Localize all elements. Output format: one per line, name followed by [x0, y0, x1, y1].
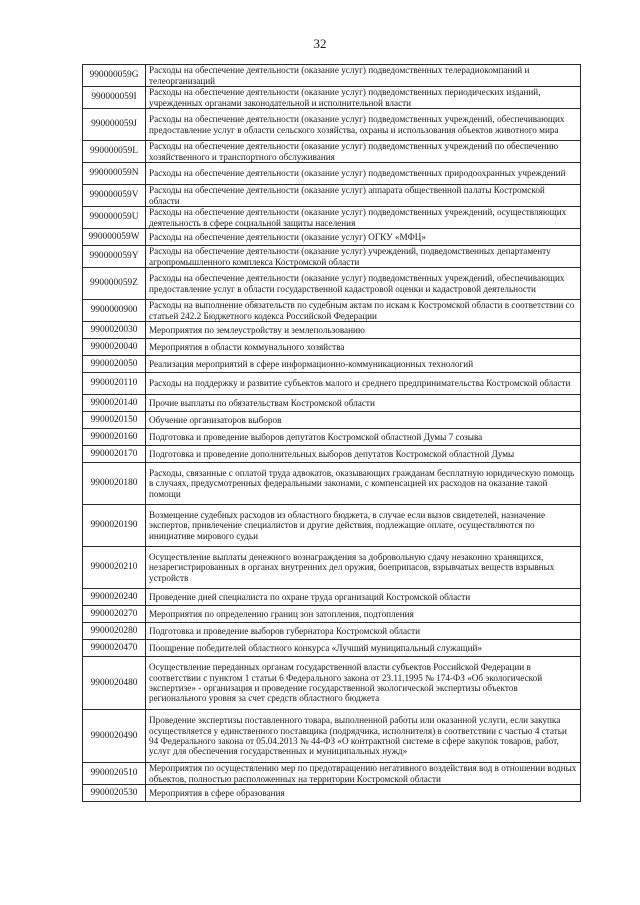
table-row [83, 246, 581, 268]
table-row [83, 710, 581, 763]
code-cell: 9900020190 [83, 505, 146, 547]
code-cell: 990000059G [83, 65, 146, 87]
table-row [83, 429, 581, 446]
description-cell: Осуществление выплаты денежного вознаграждения за добровольную сдачу незаконно хранящихся, незарегистрированных в органах внутренних дел оружия, боеприпасов, взрывчатых веществ взрывных устройств [146, 547, 581, 589]
table-row [83, 141, 581, 163]
description-cell: Подготовка и проведение выборов депутатов Костромской областной Думы 7 созыва [146, 429, 581, 446]
code-cell: 990000059U [83, 207, 146, 229]
table-row [83, 109, 581, 141]
description-cell: Реализация мероприятий в сфере информационно-коммуникационных технологий [146, 356, 581, 373]
table-row [83, 463, 581, 505]
description-cell: Проведение экспертизы поставленного товара, выполненной работы или оказанной услуги, если закупка осуществляется у единственного поставщика (подрядчика, исполнителя) в соответствии с частью 4 статьи 94 Федерального закона от 05.04.2013 № 44-ФЗ «О контрактной системе в сфере закупок товаров, работ, услуг для обеспечения государственных и муниципальных нужд» [146, 710, 581, 763]
description-cell: Мероприятия по осуществлению мер по предотвращению негативного воздействия вод в отношении водных объектов, полностью расположенных на территории Костромской области [146, 763, 581, 785]
description-cell: Мероприятия по определению границ зон затопления, подтопления [146, 606, 581, 623]
description-cell: Расходы на выполнение обязательств по судебным актам по искам к Костромской области в соответствии со статьей 242.2 Бюджетного кодекса Российской Федерации [146, 300, 581, 322]
table-row [83, 87, 581, 109]
description-cell: Подготовка и проведение дополнительных выборов депутатов Костромской областной Думы [146, 446, 581, 463]
description-cell: Расходы на обеспечение деятельности (оказание услуг) ОГКУ «МФЦ» [146, 229, 581, 246]
code-cell: 9900020170 [83, 446, 146, 463]
table-row [83, 229, 581, 246]
description-cell: Мероприятия в области коммунального хозяйства [146, 339, 581, 356]
table-row [83, 657, 581, 710]
table-row [83, 446, 581, 463]
description-cell: Обучение организаторов выборов [146, 412, 581, 429]
code-cell: 990000059L [83, 141, 146, 163]
code-cell: 9900020240 [83, 589, 146, 606]
page-number: 32 [313, 36, 327, 51]
code-cell: 9900020510 [83, 763, 146, 785]
code-cell: 990000059V [83, 185, 146, 207]
code-cell: 990000059W [83, 229, 146, 246]
description-cell: Мероприятия по землеустройству и землепользованию [146, 322, 581, 339]
description-cell: Поощрение победителей областного конкурса «Лучший муниципальный служащий» [146, 640, 581, 657]
table-row [83, 547, 581, 589]
table-row [83, 300, 581, 322]
description-cell: Расходы на поддержку и развитие субъектов малого и среднего предпринимательства Костромской области [146, 373, 581, 395]
description-cell: Расходы на обеспечение деятельности (оказание услуг) подведомственных учреждений, осуществляющих деятельность в сфере социальной защиты населения [146, 207, 581, 229]
description-cell: Проведение дней специалиста по охране труда организаций Костромской области [146, 589, 581, 606]
code-cell: 990000059Y [83, 246, 146, 268]
description-cell: Возмещение судебных расходов из областного бюджета, в случае если вызов свидетелей, назначение экспертов, привлечение специалистов и другие действия, подлежащие оплате, осуществляются по инициативе мирового судьи [146, 505, 581, 547]
code-cell: 9900020180 [83, 463, 146, 505]
code-cell: 9900020530 [83, 785, 146, 802]
code-cell: 9900020270 [83, 606, 146, 623]
code-cell: 9900020040 [83, 339, 146, 356]
table-row [83, 65, 581, 87]
code-cell: 9900020050 [83, 356, 146, 373]
description-cell: Прочие выплаты по обязательствам Костромской области [146, 395, 581, 412]
code-cell: 990000059J [83, 109, 146, 141]
code-cell: 990000059N [83, 163, 146, 185]
code-cell: 9900020280 [83, 623, 146, 640]
description-cell: Расходы на обеспечение деятельности (оказание услуг) аппарата общественной палаты Костромской области [146, 185, 581, 207]
table-row [83, 356, 581, 373]
description-cell: Осуществление переданных органам государственной власти субъектов Российской Федерации в соответствии с пунктом 1 статьи 6 Федерального закона от 23.11.1995 № 174-ФЗ «Об экологической экспертизе» - организация и проведение государственной экологической экспертизы объектов регионального уровня за счет средств областного бюджета [146, 657, 581, 710]
table-row [83, 763, 581, 785]
code-cell: 990000059Z [83, 268, 146, 300]
table-row [83, 163, 581, 185]
table-row [83, 322, 581, 339]
code-cell: 9900020150 [83, 412, 146, 429]
table-row [83, 207, 581, 229]
code-cell: 9900020160 [83, 429, 146, 446]
description-cell: Расходы на обеспечение деятельности (оказание услуг) учреждений, подведомственных департаменту агропромышленного комплекса Костромской области [146, 246, 581, 268]
table-row [83, 640, 581, 657]
code-cell: 9900000900 [83, 300, 146, 322]
description-cell: Расходы на обеспечение деятельности (оказание услуг) подведомственных учреждений, обеспечивающих предоставление услуг в области сельского хозяйства, охраны и использования объектов животного мира [146, 109, 581, 141]
code-cell: 9900020110 [83, 373, 146, 395]
table-row [83, 395, 581, 412]
code-cell: 9900020210 [83, 547, 146, 589]
description-cell: Расходы на обеспечение деятельности (оказание услуг) подведомственных учреждений по обеспечению хозяйственного и транспортного обслуживания [146, 141, 581, 163]
table-row [83, 339, 581, 356]
table-row [83, 606, 581, 623]
code-cell: 9900020470 [83, 640, 146, 657]
code-cell: 990000059I [83, 87, 146, 109]
code-cell: 9900020480 [83, 657, 146, 710]
table-row [83, 589, 581, 606]
description-cell: Мероприятия в сфере образования [146, 785, 581, 802]
table-row [83, 623, 581, 640]
table-row [83, 785, 581, 802]
table-row [83, 505, 581, 547]
description-cell: Расходы на обеспечение деятельности (оказание услуг) подведомственных периодических изданий, учрежденных органами законодательной и исполнительной власти [146, 87, 581, 109]
code-cell: 9900020030 [83, 322, 146, 339]
description-cell: Расходы на обеспечение деятельности (оказание услуг) подведомственных учреждений, обеспечивающих предоставление услуг в области государственной кадастровой оценки и кадастровой деятельности [146, 268, 581, 300]
code-cell: 9900020490 [83, 710, 146, 763]
description-cell: Подготовка и проведение выборов губернатора Костромской области [146, 623, 581, 640]
table-row [83, 412, 581, 429]
code-cell: 9900020140 [83, 395, 146, 412]
budget-codes-table [82, 64, 581, 802]
description-cell: Расходы, связанные с оплатой труда адвокатов, оказывающих гражданам бесплатную юридическую помощь в случаях, предусмотренных федеральными законами, с компенсацией их расходов на оказание такой помощи [146, 463, 581, 505]
table-row [83, 373, 581, 395]
table-row [83, 185, 581, 207]
table-row [83, 268, 581, 300]
description-cell: Расходы на обеспечение деятельности (оказание услуг) подведомственных природоохранных учреждений [146, 163, 581, 185]
description-cell: Расходы на обеспечение деятельности (оказание услуг) подведомственных телерадиокомпаний и телеорганизаций [146, 65, 581, 87]
